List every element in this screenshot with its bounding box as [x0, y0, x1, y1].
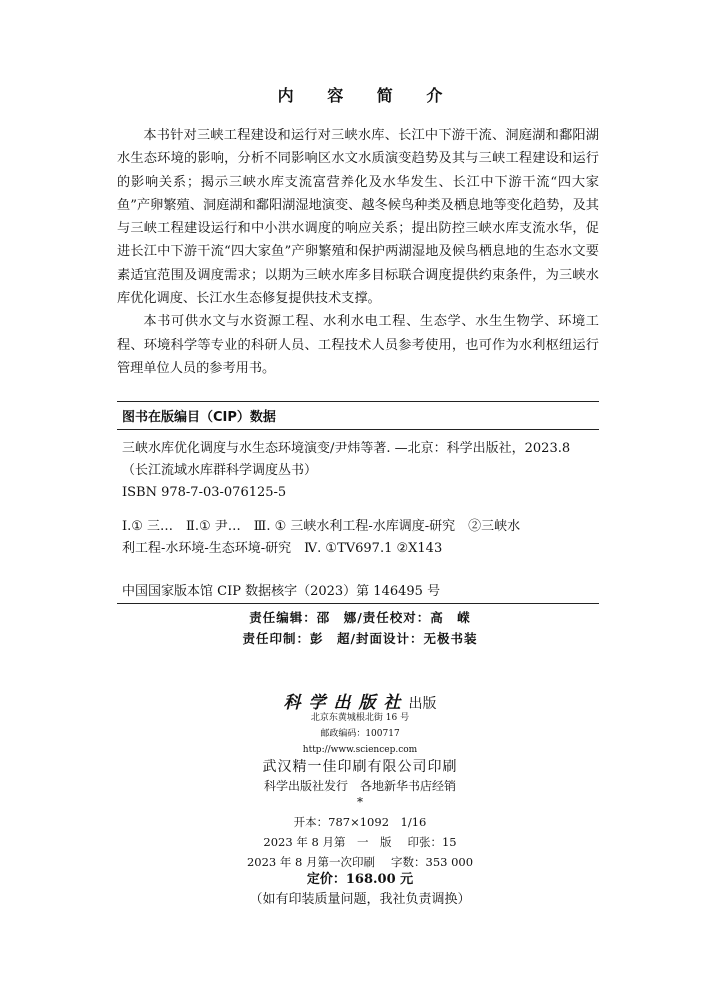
cip-top-rule — [117, 401, 599, 402]
price: 定价：168.00 元 — [306, 872, 414, 887]
cip-classification-line-2: 利工程-水环境-生态环境-研究 Ⅳ. ①TV697.1 ②X143 — [122, 541, 443, 556]
printer: 武汉精一佳印刷有限公司印刷 — [262, 759, 458, 775]
publisher-url: http://www.sciencep.com — [302, 745, 418, 755]
sheets-spec: 印张：15 — [407, 835, 457, 849]
distribution: 科学出版社发行 各地新华书店经销 — [263, 779, 456, 793]
format-spec: 开本：787×1092 1/16 — [293, 815, 427, 829]
cip-series-line: （长江流域水库群科学调度丛书） — [122, 463, 318, 478]
editors-line: 责任编辑：邵 娜/责任校对：高 嵘 — [249, 610, 471, 625]
print-specs — [0, 812, 720, 872]
word-count-spec: 字数：353 000 — [391, 855, 474, 869]
summary-paragraph-2: 本书可供水文与水资源工程、水利水电工程、生态学、水生生物学、环境工程、环境科学等专业的科研人员、工程技术人员参考使用，也可作为水利枢纽运行管理单位人员的参考用书。 — [117, 314, 599, 376]
cip-classification-line-1: Ⅰ.① 三… Ⅱ.① 尹… Ⅲ. ① 三峡水利工程-水库调度-研究 ②三峡水 — [122, 519, 521, 534]
cip-record-block — [122, 438, 600, 560]
cip-record-number: 中国国家版本馆 CIP 数据核字（2023）第 146495 号 — [122, 584, 441, 599]
publisher-postcode: 邮政编码：100717 — [320, 729, 400, 739]
cip-heading-rule — [117, 429, 599, 430]
publisher-address: 北京东黄城根北街 16 号 — [310, 713, 410, 723]
cip-heading: 图书在版编目（CIP）数据 — [122, 410, 276, 425]
publisher-suffix: 出版 — [408, 696, 437, 712]
separator-star: * — [357, 795, 363, 809]
summary-paragraph-1: 本书针对三峡工程建设和运行对三峡水库、长江中下游干流、洞庭湖和鄱阳湖水生态环境的影响，分析不同影响区水文水质演变趋势及其与三峡工程建设和运行的影响关系；揭示三峡水库支流富营养化及水华发生、长江中下游干流“四大家鱼”产卵繁殖、洞庭湖和鄱阳湖湿地演变、越冬候鸟种类及栖息地等变化趋势，及其与三峡工程建设运行和中小洪水调度的响应关系；提出防控三峡水库支流水华，促进长江中下游干流“四大家鱼”产卵繁殖和保护两湖湿地及候鸟栖息地的生态水文要素适宜范围及调度需求；以期为三峡水库多目标联合调度提供约束条件，为三峡水库优化调度、长江水生态修复提供技术支撑。 — [117, 128, 599, 307]
printing-spec: 2023 年 8 月第一次印刷 — [246, 855, 375, 869]
cip-title-line: 三峡水库优化调度与水生态环境演变/尹炜等著. —北京：科学出版社，2023.8 — [122, 441, 571, 456]
cip-isbn: ISBN 978-7-03-076125-5 — [122, 485, 287, 500]
quality-notice: （如有印装质量问题，我社负责调换） — [249, 892, 471, 907]
content-summary — [117, 124, 599, 380]
cip-bottom-rule — [117, 603, 599, 604]
page-title: 内 容 简 介 — [277, 86, 457, 105]
publisher-name: 科学出版社 — [283, 693, 409, 713]
production-line: 责任印制：彭 超/封面设计：无极书装 — [242, 631, 478, 646]
edition-spec: 2023 年 8 月第 一 版 — [263, 835, 392, 849]
